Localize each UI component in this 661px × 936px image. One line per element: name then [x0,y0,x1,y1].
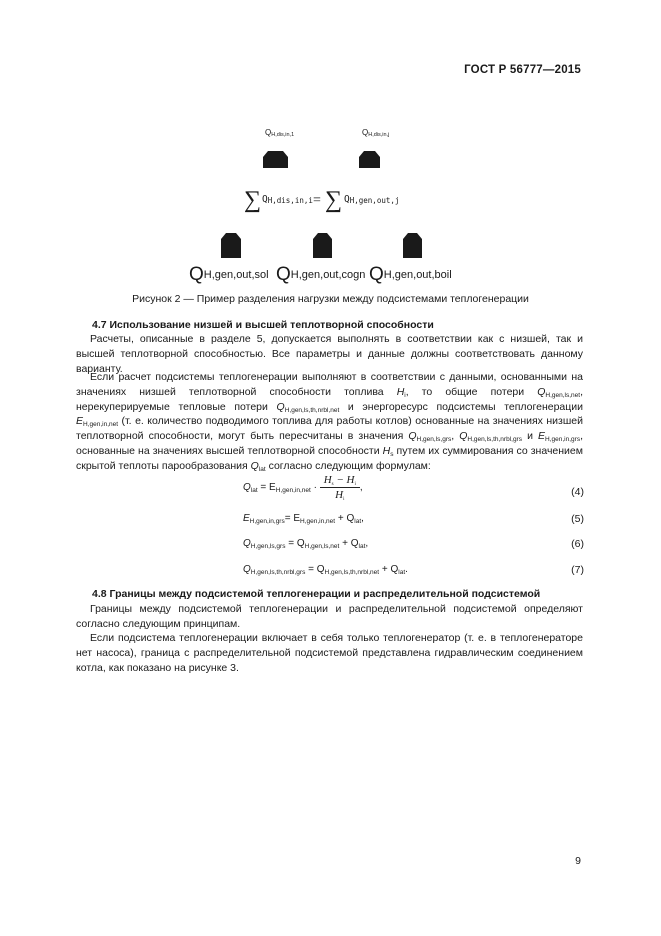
equation-number-7: (7) [571,564,584,576]
paragraph-4-7-1: Расчеты, описанные в разделе 5, допускается выполнять в соответствии как с низшей, так и высшей теплотворной способностью. Все параметры и данные должны соответствовать данному варианту. [76,333,583,375]
equals-sign: = [313,193,321,208]
bottom-label-cogn: QH,gen,out,cogn [276,264,366,285]
paragraph-4-8-1: Границы между подсистемой теплогенерации и распределительной подсистемой определяют согласно следующим принципам. [76,603,583,630]
sum-sign-left: ∑ [244,187,262,213]
up-arrow-icon [313,233,332,258]
up-arrow-icon [359,151,380,168]
up-arrow-icon [403,233,422,258]
figure-caption: Рисунок 2 — Пример разделения нагрузки между подсистемами теплогенерации [132,293,529,305]
sum-sign-right: ∑ [325,187,343,213]
section-heading-4-7: 4.7 Использование низшей и высшей теплотворной способности [92,319,434,331]
equation-4: $Q_{lat} = E_{H,gen,in,net}$ · $\frac{H_s - H_i}{H_i}$ , [243,474,363,502]
bottom-label-sol: QH,gen,out,sol [189,264,269,285]
sum-right-term: QH,gen,out,j [344,194,400,205]
equation-7: $Q_{H,gen,ls,th,nrbl,grs} = Q_{H,gen,ls,th,nrbl,net} + Q_{lat}$. [243,564,408,576]
fraction: $\frac{H_s - H_i}{H_i}$ [320,474,360,501]
paragraph-4-7-2: Если расчет подсистемы теплогенерации выполняют в соответствии с данными, основанными на значениях низшей теплотворной способности топлива $H_i$, то общие потери $Q_{H,gen,ls,net}$, нерекуперируемые тепловые потери $Q_{H,gen,ls,th,nrbl,net}$ и энергоресурс подсистемы теплогенерации $E_{H,gen,in,net}$ (т. е. количество подводимого топлива для работы котлов) основанные на значениях низшей теплотворной способности, могут быть пересчитаны в значения $Q_{H,gen,ls,grs}$, $Q_{H,gen,ls,th,nrbl,grs}$ и $E_{H,gen,in,grs}$, основанные на значениях высшей теплотворной способности $H_s$ путем их суммирования со значением скрытой теплоты парообразования $Q_{lat}$ согласно следующим формулам: [76,371,584,473]
equation-5: $E_{H,gen,in,grs}= E_{H,gen,in,net} + Q_{lat}$, [243,513,364,525]
equation-number-4: (4) [571,486,584,498]
up-arrow-icon [221,233,241,258]
load-split-figure [0,118,661,293]
bottom-label-boil: QH,gen,out,boil [369,264,452,285]
sum-left-term: QH,dis,in,i [262,194,313,205]
top-label-left: QH,dis,in,1 [265,128,295,138]
equation-number-6: (6) [571,538,584,550]
top-label-right: QH,dis,in,j [362,128,390,138]
up-arrow-icon [263,151,288,168]
equation-6: $Q_{H,gen,ls,grs} = Q_{H,gen,ls,net} + Q_{lat}$, [243,538,369,550]
equation-number-5: (5) [571,513,584,525]
section-heading-4-8: 4.8 Границы между подсистемой теплогенерации и распределительной подсистемой [92,588,541,600]
standard-number: ГОСТ Р 56777—2015 [464,64,581,76]
paragraph-4-8-2: Если подсистема теплогенерации включает в себя только теплогенератор (т. е. в теплогенераторе нет насоса), граница с распределительной подсистемой представлена гидравлическим соединением котла, как показано на рисунке 3. [76,632,583,674]
page-number: 9 [575,855,581,867]
